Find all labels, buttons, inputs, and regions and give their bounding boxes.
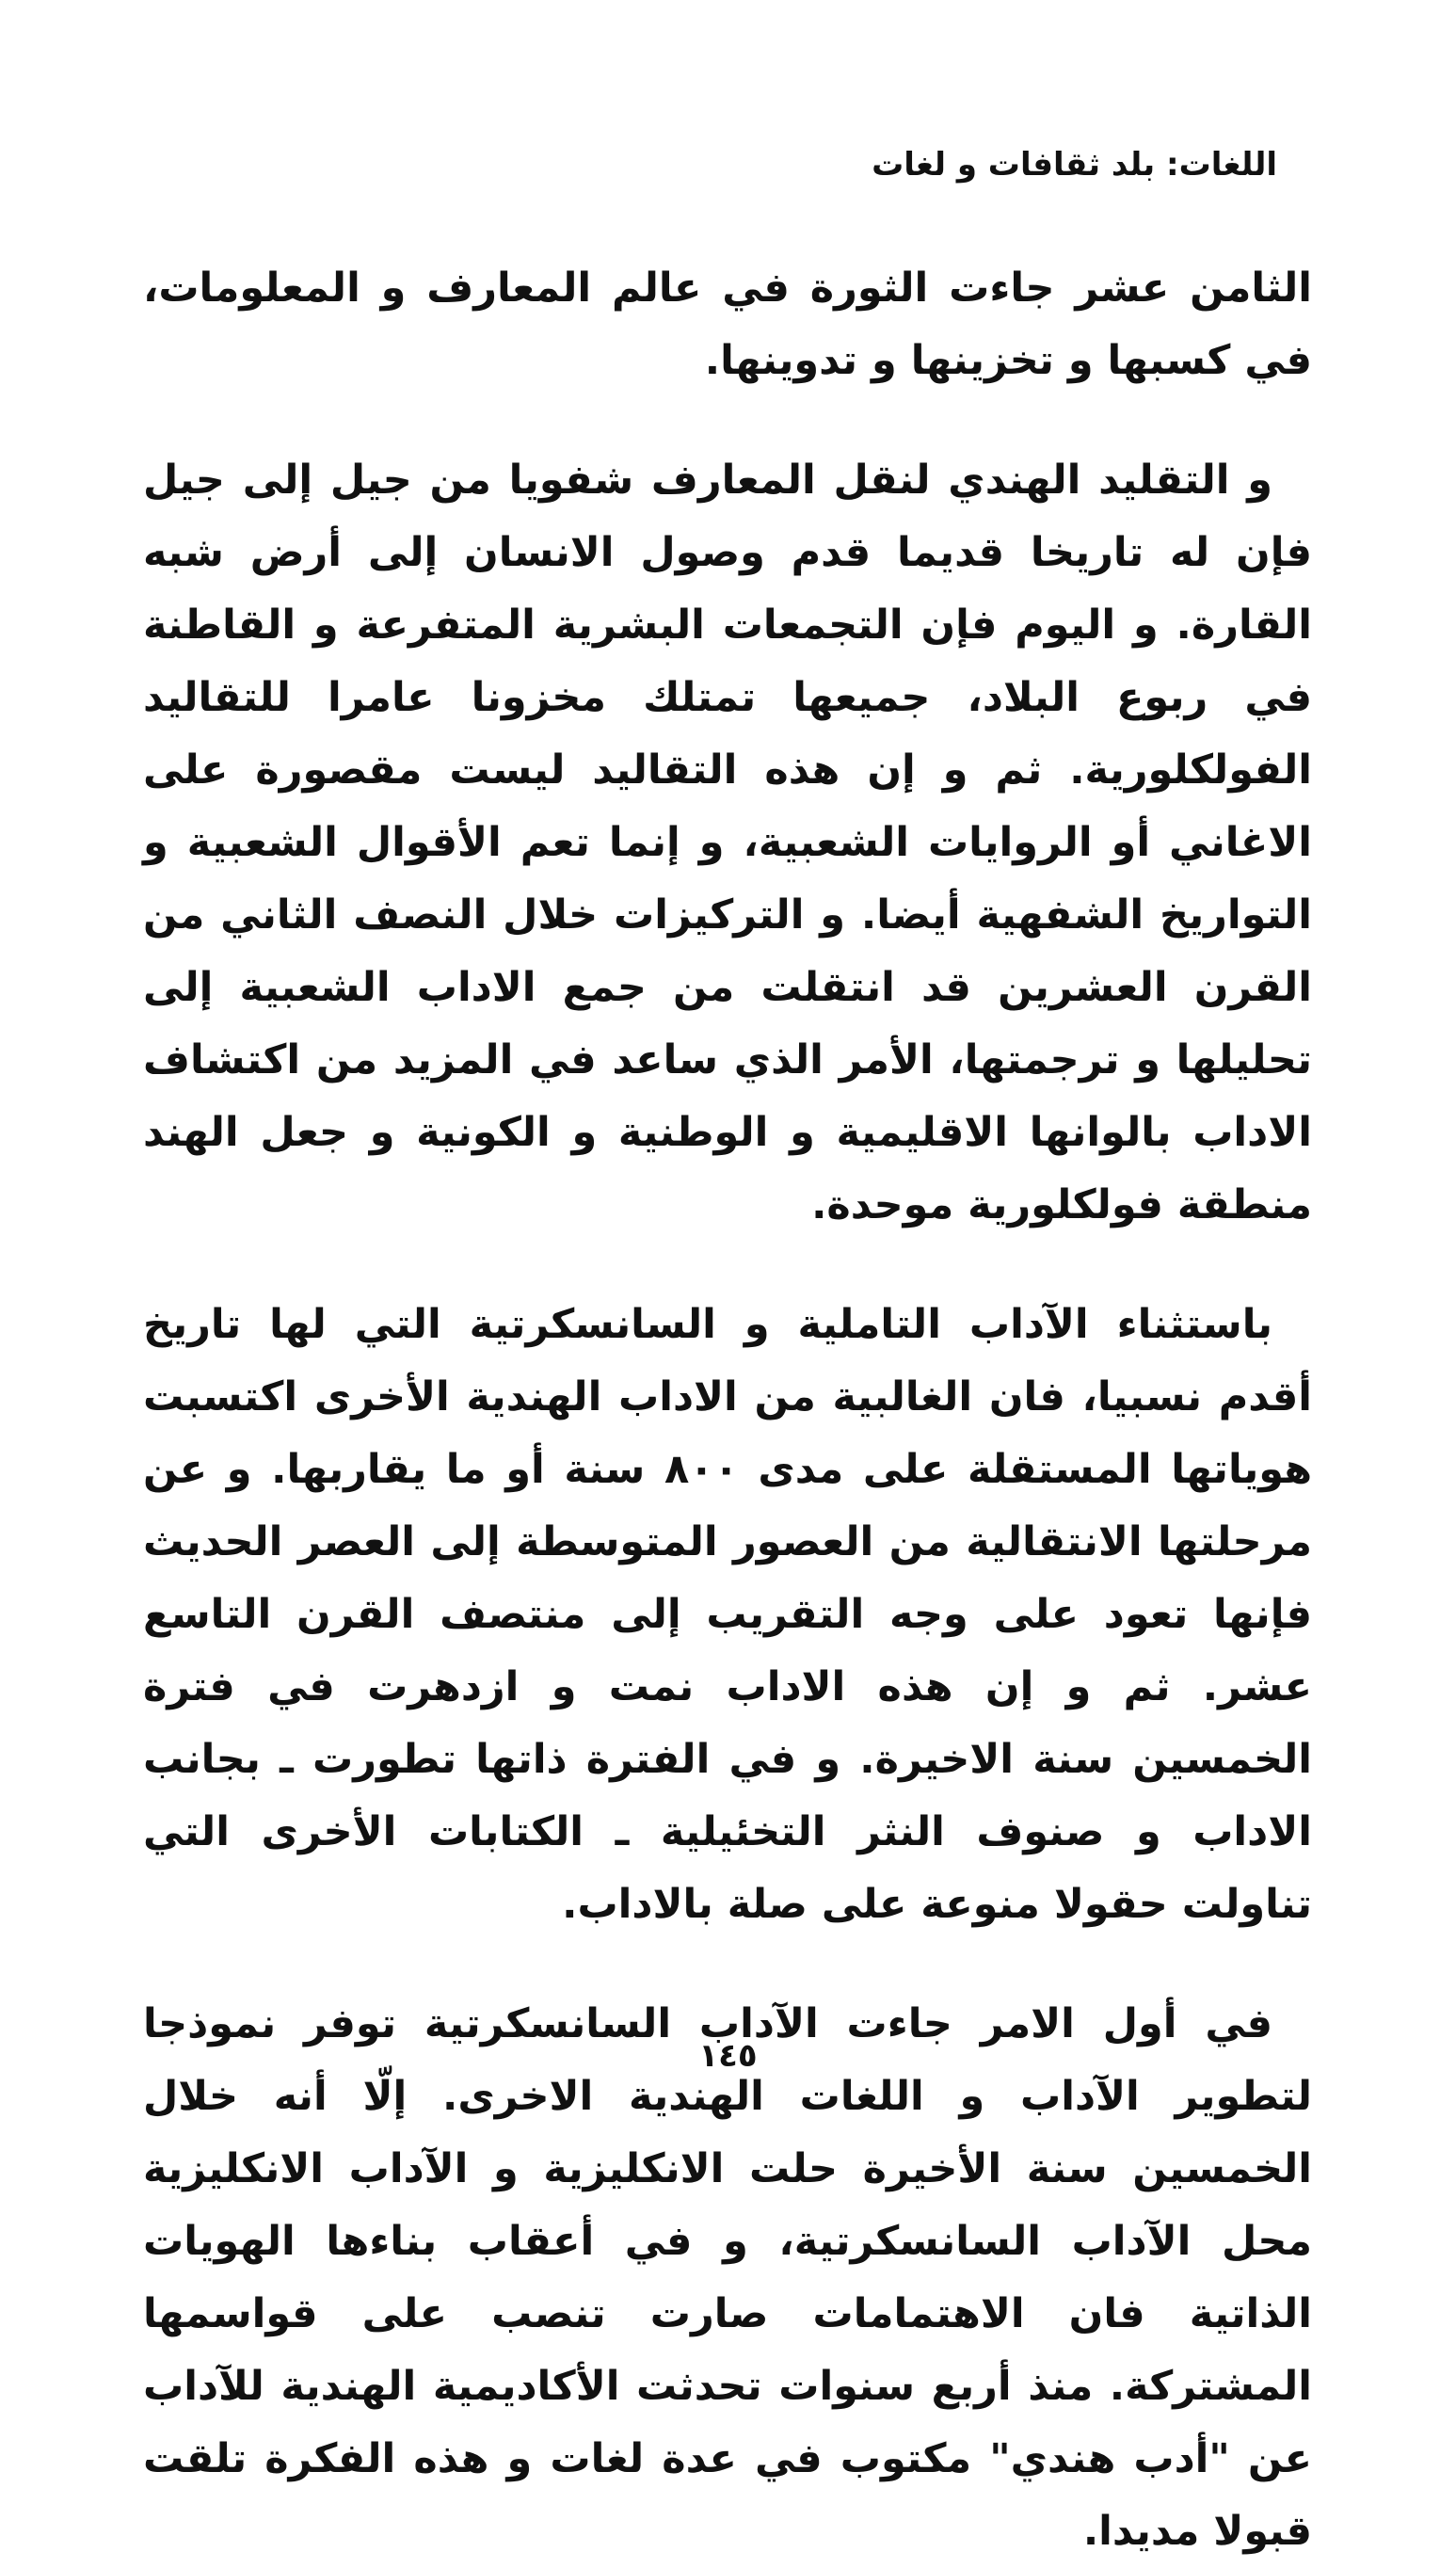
paragraph-continuation: الثامن عشر جاءت الثورة في عالم المعارف و المعلومات، في كسبها و تخزينها و تدوينها. xyxy=(143,265,1312,384)
page-number: ١٤٥ xyxy=(698,2037,758,2075)
paragraph-literary-identities: باستثناء الآداب التاملية و السانسكرتية التي لها تاريخ أقدم نسبيا، فان الغالبية من الاداب الهندية الأخرى اكتسبت هوياتها المستقلة على مدى ٨٠٠ سنة أو ما يقاربها. و عن مرحلتها الانتقالية من العصور المتوسطة إلى العصر الحديث فإنها تعود على وجه التقريب إلى منتصف القرن التاسع عشر. ثم و إن هذه الاداب نمت و ازدهرت في فترة الخمسين سنة الاخيرة. و في الفترة ذاتها تطورت ـ بجانب الاداب و صنوف النثر التخئيلية ـ الكتابات الأخرى التي تناولت حقولا منوعة على صلة بالاداب. xyxy=(143,1301,1313,1928)
running-header: اللغات: بلد ثقافات و لغات xyxy=(872,146,1277,184)
body-text xyxy=(143,252,1312,2568)
paragraph-sanskrit-model: في أول الامر جاءت الآداب السانسكرتية توفر نموذجا لتطوير الآداب و اللغات الهندية الاخرى. إلّا أنه خلال الخمسين سنة الأخيرة حلت الانكليزية و الآداب الانكليزية محل الآداب السانسكرتية، و في أعقاب بناءها الهويات الذاتية فان الاهتمامات صارت تنصب على قواسمها المشتركة. منذ أربع سنوات تحدثت الأكاديمية الهندية للآداب عن "أدب هندي" مكتوب في عدة لغات و هذه الفكرة تلقت قبولا مديدا. xyxy=(143,2000,1312,2555)
paragraph-oral-tradition: و التقليد الهندي لنقل المعارف شفويا من جيل إلى جيل فإن له تاريخا قديما قدم وصول الانسان إلى أرض شبه القارة. و اليوم فإن التجمعات البشرية المتفرعة و القاطنة في ربوع البلاد، جميعها تمتلك مخزونا عامرا للتقاليد الفولكلورية. ثم و إن هذه التقاليد ليست مقصورة على الاغاني أو الروايات الشعبية، و إنما تعم الأقوال الشعبية و التواريخ الشفهية أيضا. و التركيزات خلال النصف الثاني من القرن العشرين قد انتقلت من جمع الاداب الشعبية إلى تحليلها و ترجمتها، الأمر الذي ساعد في المزيد من اكتشاف الاداب بالوانها الاقليمية و الوطنية و الكونية و جعل الهند منطقة فولكلورية موحدة. xyxy=(143,457,1312,1228)
